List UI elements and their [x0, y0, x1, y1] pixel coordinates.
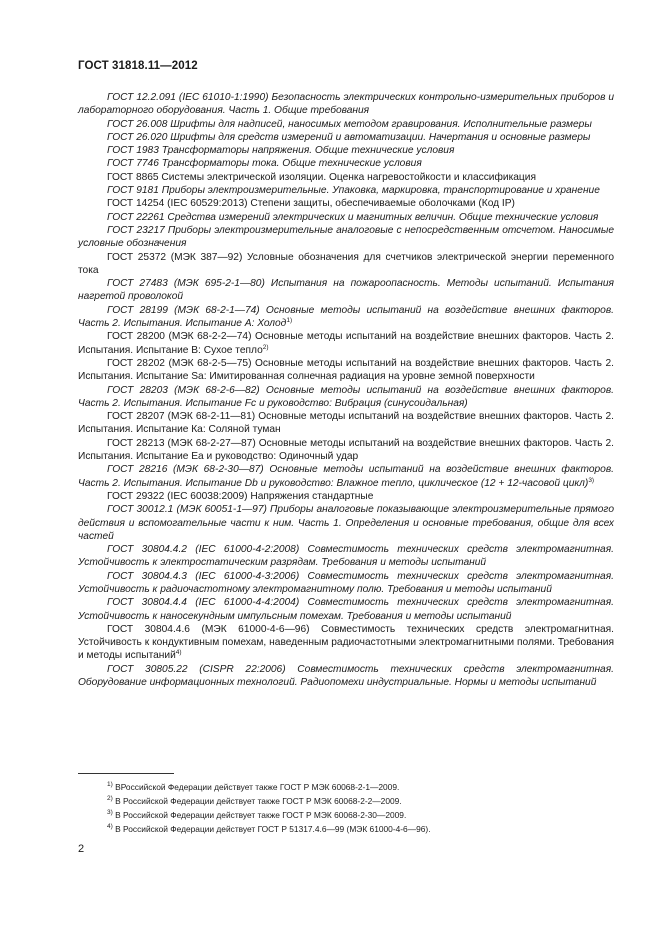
footnote	[107, 794, 617, 808]
reference-text: ГОСТ 30805.22 (CISPR 22:2006) Совместимость технических средств электромагнитная. Оборудование информационных технологий. Радиопомехи индустриальные. Нормы и методы испытаний	[78, 663, 614, 689]
footnote-text: В Российской Федерации действует также ГОСТ Р МЭК 60068-2-30—2009.	[115, 810, 407, 820]
footnote-ref[interactable]: 4)	[175, 649, 182, 657]
reference-text: ГОСТ 8865 Системы электрической изоляции. Оценка нагревостойкости и классификация	[107, 171, 536, 183]
reference-item	[78, 118, 614, 131]
reference-item	[78, 211, 614, 224]
reference-item	[78, 197, 614, 210]
reference-item	[78, 171, 614, 184]
reference-item	[78, 357, 614, 384]
reference-text: ГОСТ 28202 (МЭК 68-2-5—75) Основные методы испытаний на воздействие внешних факторов. Часть 2. Испытания. Испытание Sa: Имитированная солнечная радиация на уровне земной поверхности	[78, 357, 614, 383]
reference-item	[78, 437, 614, 464]
reference-text: ГОСТ 28200 (МЭК 68-2-2—74) Основные методы испытаний на воздействие внешних факторов. Часть 2. Испытания. Испытание В: Сухое тепло	[78, 331, 614, 356]
reference-item	[78, 384, 614, 411]
reference-text: ГОСТ 9181 Приборы электроизмерительные. Упаковка, маркировка, транспортирование и хранение	[107, 185, 600, 197]
footnote-mark: 1)	[107, 781, 113, 788]
footnote-ref[interactable]: 2)	[262, 343, 269, 351]
footnote	[107, 822, 617, 836]
page-number: 2	[78, 843, 85, 855]
footnote-text: В Российской Федерации действует ГОСТ Р 51317.4.6—99 (МЭК 61000-4-6—96).	[115, 824, 431, 834]
footnote-mark: 3)	[107, 809, 113, 816]
reference-item	[78, 277, 614, 304]
reference-item	[78, 91, 614, 118]
reference-text: ГОСТ 14254 (IEC 60529:2013) Степени защиты, обеспечиваемые оболочками (Код IP)	[107, 198, 515, 210]
footnote-divider	[78, 773, 174, 774]
reference-text: ГОСТ 7746 Трансформаторы тока. Общие технические условия	[107, 158, 422, 170]
reference-item	[78, 184, 614, 197]
reference-item	[78, 503, 614, 543]
footnote-ref[interactable]: 3)	[588, 476, 595, 484]
reference-text: ГОСТ 30804.4.3 (IEC 61000-4-3:2006) Совместимость технических средств электромагнитная. Устойчивость к радиочастотному электромагнитному полю. Требования и методы испытаний	[78, 570, 614, 595]
reference-text: ГОСТ 22261 Средства измерений электрических и магнитных величин. Общие технические условия	[107, 211, 599, 223]
footnotes	[107, 780, 617, 836]
footnote-ref[interactable]: 1)	[286, 317, 293, 325]
footnote-mark: 4)	[107, 823, 113, 830]
reference-item	[78, 663, 614, 690]
reference-text: ГОСТ 28203 (МЭК 68-2-6—82) Основные методы испытаний на воздействие внешних факторов. Часть 2. Испытания. Испытание Fc и руководство: Вибрация (синусоидальная)	[78, 384, 614, 409]
reference-text: ГОСТ 28216 (МЭК 68-2-30—87) Основные методы испытаний на воздействие внешних факторов. Часть 2. Испытания. Испытание Db и руководство: Влажное тепло, циклическое (12 + 12-часовой цикл)	[78, 464, 614, 489]
reference-item	[78, 570, 614, 597]
reference-text: ГОСТ 27483 (МЭК 695-2-1—80) Испытания на пожароопасность. Методы испытаний. Испытания нагретой проволокой	[78, 278, 614, 303]
reference-text: ГОСТ 30804.4.2 (IEC 61000-4-2:2008) Совместимость технических средств электромагнитная. Устойчивость к электростатическим разрядам. Требования и методы испытаний	[78, 544, 614, 569]
reference-text: ГОСТ 30804.4.6 (МЭК 61000-4-6—96) Совместимость технических средств электромагнитная. Устойчивость к кондуктивным помехам, наведенным радиочастотными электромагнитными полями. Требования и методы испытаний	[78, 623, 614, 662]
reference-item	[78, 251, 614, 278]
reference-item	[78, 490, 614, 503]
reference-item	[78, 304, 614, 331]
footnote	[107, 780, 617, 794]
reference-item	[78, 157, 614, 170]
reference-text: ГОСТ 1983 Трансформаторы напряжения. Общие технические условия	[107, 145, 455, 157]
reference-item	[78, 131, 614, 144]
reference-item	[78, 224, 614, 251]
reference-text: ГОСТ 30804.4.4 (IEC 61000-4-4:2004) Совместимость технических средств электромагнитная. Устойчивость к наносекундным импульсным помехам. Требования и методы испытаний	[78, 597, 614, 622]
reference-text: ГОСТ 29322 (IEC 60038:2009) Напряжения стандартные	[107, 490, 374, 502]
footnote-text: В Российской Федерации действует также ГОСТ Р МЭК 60068-2-2—2009.	[115, 796, 402, 806]
reference-text: ГОСТ 12.2.091 (IEC 61010-1:1990) Безопасность электрических контрольно-измерительных приборов и лабораторного оборудования. Часть 1. Общие требования	[78, 92, 614, 117]
reference-item	[78, 463, 614, 490]
reference-item	[78, 144, 614, 157]
normative-references-list	[78, 91, 614, 689]
footnote-text: ВРоссийской Федерации действует также ГОСТ Р МЭК 60068-2-1—2009.	[115, 782, 400, 792]
document-header: ГОСТ 31818.11—2012	[78, 60, 198, 72]
reference-text: ГОСТ 30012.1 (МЭК 60051-1—97) Приборы аналоговые показывающие электроизмерительные прямого действия и вспомогательные части к ним. Часть 1. Определения и основные требования, общие для всех частей	[78, 504, 614, 542]
reference-text: ГОСТ 28199 (МЭК 68-2-1—74) Основные методы испытаний на воздействие внешних факторов. Часть 2. Испытания. Испытание А: Холод	[78, 304, 614, 330]
footnote-mark: 2)	[107, 795, 113, 802]
reference-text: ГОСТ 25372 (МЭК 387—92) Условные обозначения для счетчиков электрической энергии переменного тока	[78, 251, 614, 276]
footnote	[107, 808, 617, 822]
reference-item	[78, 596, 614, 623]
reference-item	[78, 623, 614, 663]
reference-text: ГОСТ 23217 Приборы электроизмерительные аналоговые с непосредственным отсчетом. Наносимые условные обозначения	[78, 224, 614, 250]
reference-item	[78, 410, 614, 437]
reference-item	[78, 330, 614, 357]
reference-text: ГОСТ 26.008 Шрифты для надписей, наносимых методом гравирования. Исполнительные размеры	[107, 118, 592, 130]
reference-item	[78, 543, 614, 570]
reference-text: ГОСТ 28207 (МЭК 68-2-11—81) Основные методы испытаний на воздействие внешних факторов. Часть 2. Испытания. Испытание Ка: Соляной туман	[78, 411, 614, 436]
reference-text: ГОСТ 26.020 Шрифты для средств измерений и автоматизации. Начертания и основные размеры	[107, 131, 591, 143]
reference-text: ГОСТ 28213 (МЭК 68-2-27—87) Основные методы испытаний на воздействие внешних факторов. Часть 2. Испытания. Испытание Еа и руководство: Одиночный удар	[78, 437, 614, 463]
